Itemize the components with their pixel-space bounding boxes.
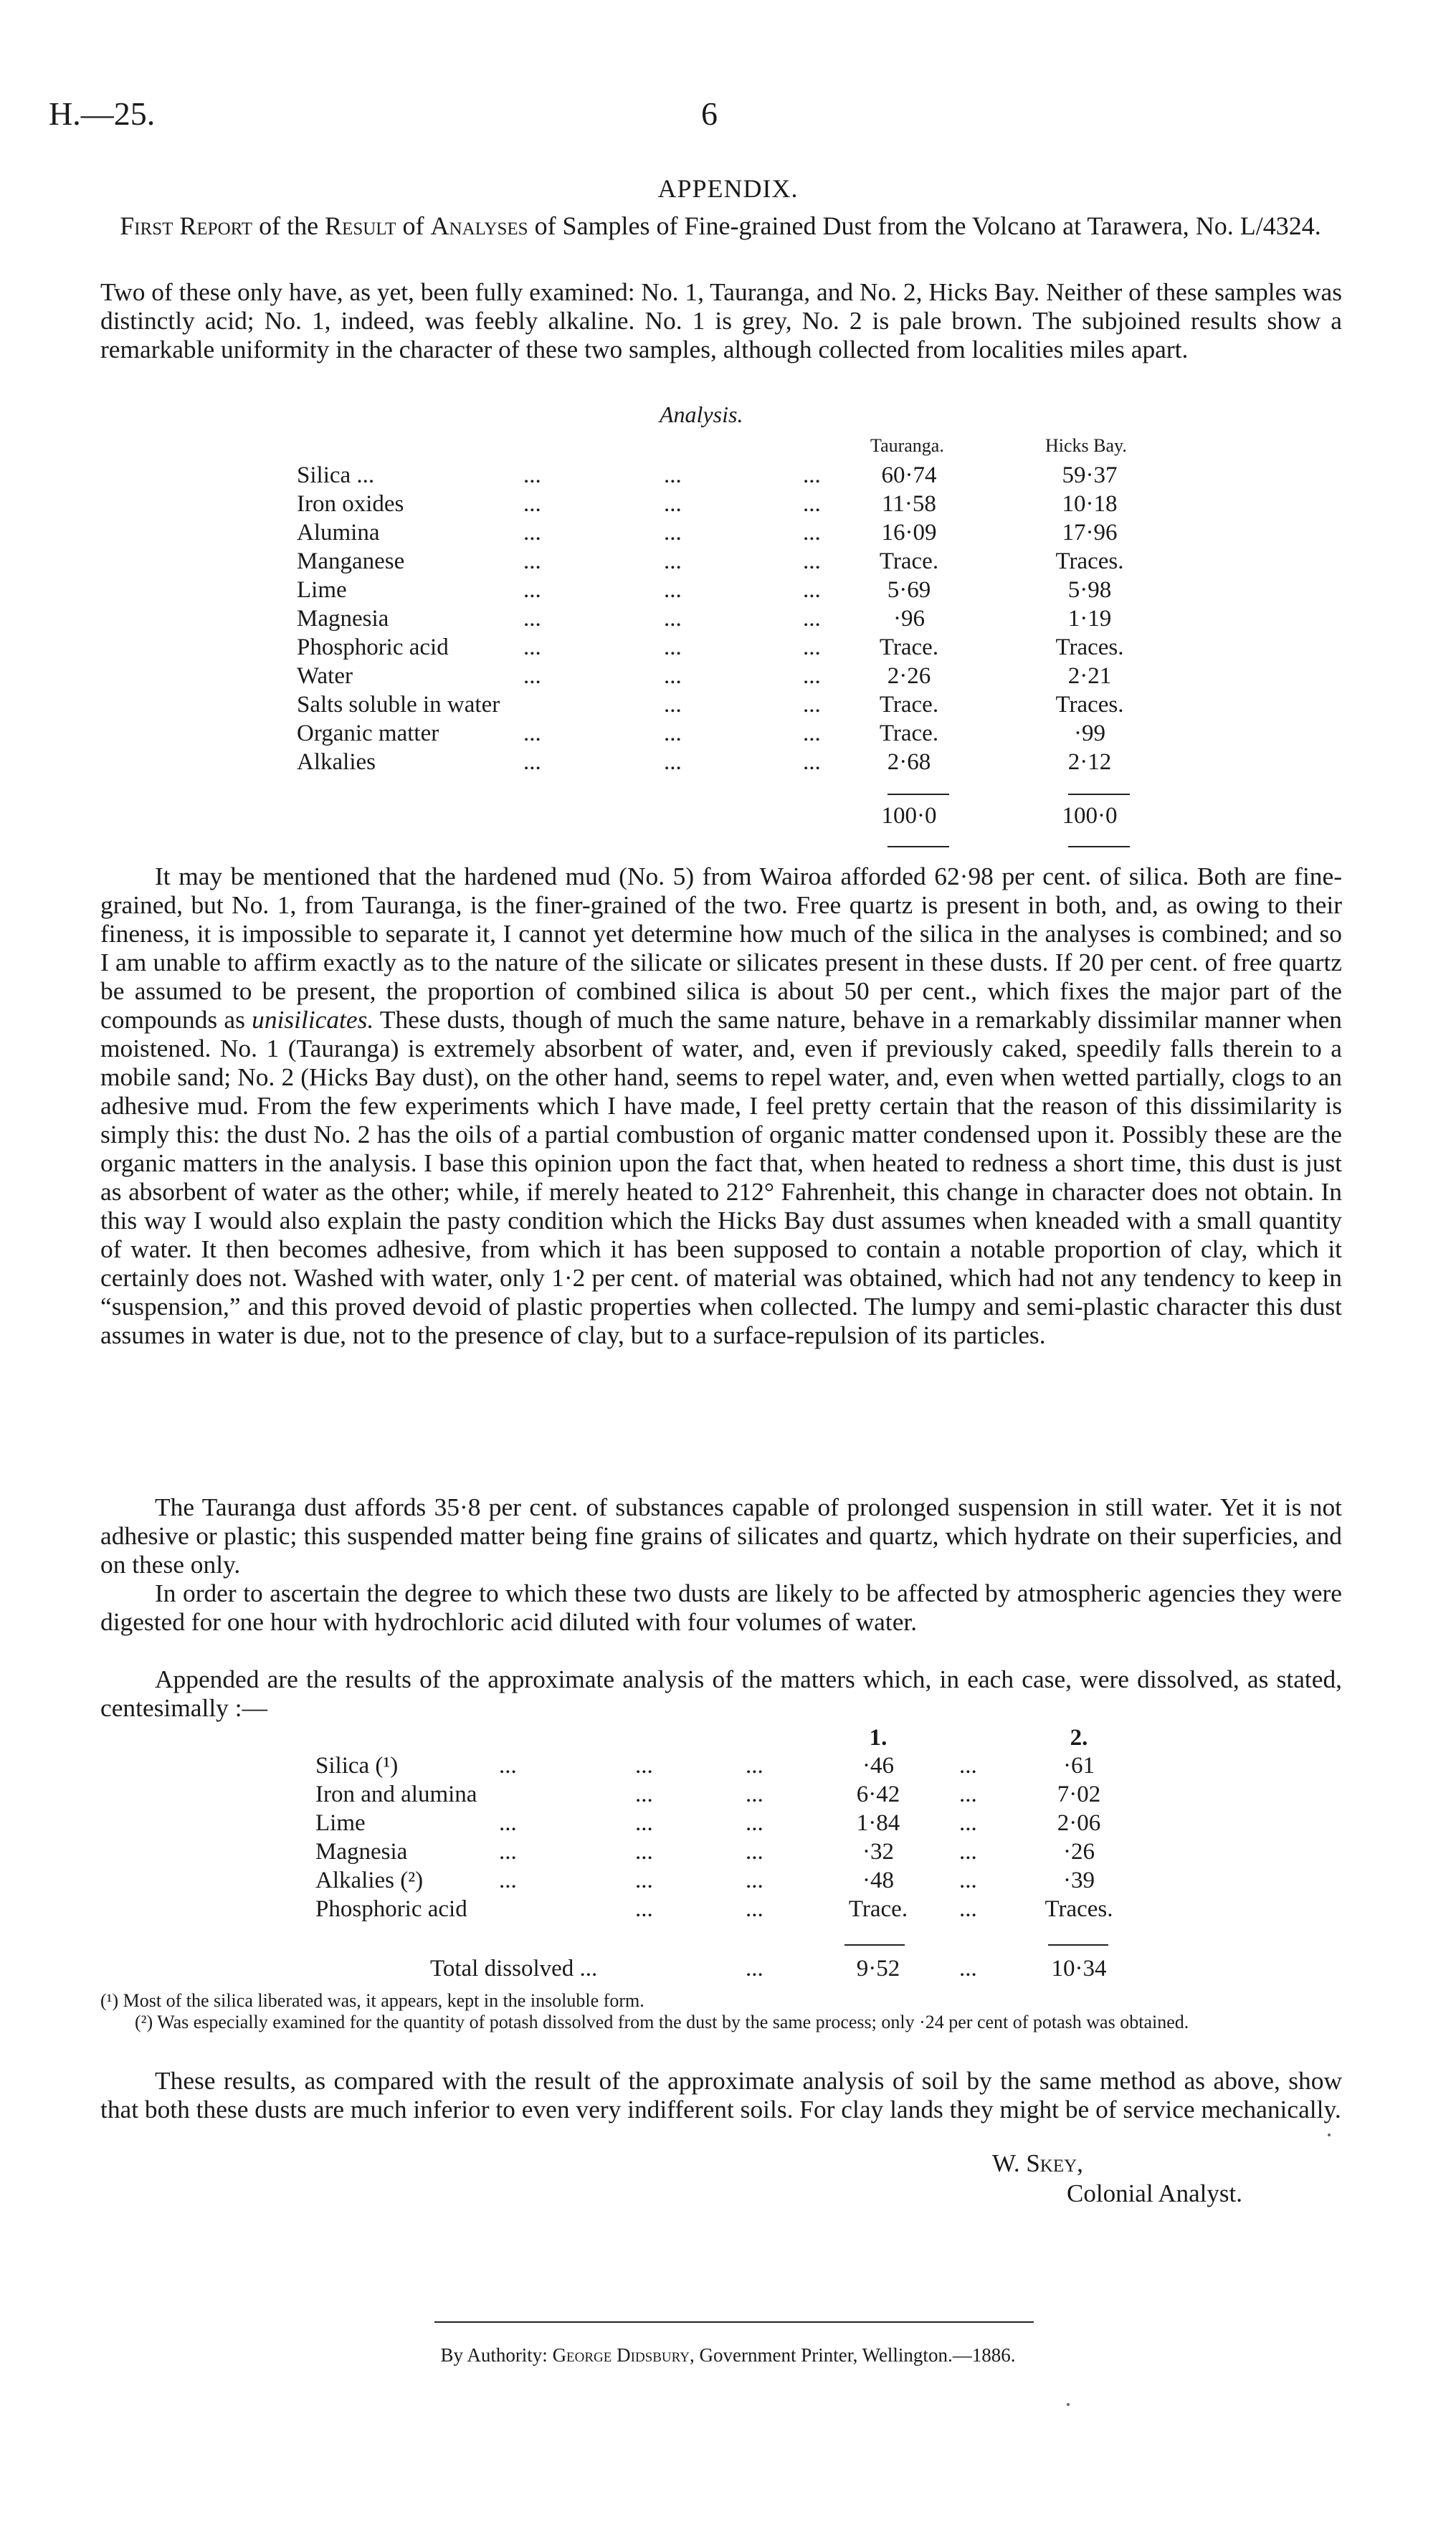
- report-title-word: Result: [325, 211, 396, 240]
- table-row: Alkalies (²) ... ... ... ·48 ... ·39: [315, 1868, 1219, 1896]
- hicks-bay-value: 59·37: [1062, 462, 1118, 488]
- tauranga-value: Trace.: [879, 548, 939, 574]
- hicks-bay-value: Traces.: [1055, 634, 1124, 660]
- row-label: Silica (¹): [315, 1753, 399, 1779]
- sample-1-value: ·48: [862, 1868, 894, 1893]
- tauranga-value: 2·26: [887, 663, 931, 689]
- col-sample-2: 2.: [1070, 1725, 1088, 1751]
- sample-2-value: 7·02: [1057, 1782, 1101, 1807]
- tauranga-value: 60·74: [881, 462, 937, 488]
- mud-text-a: It may be mentioned that the hardened mud (No. 5) from Wairoa afforded 62·98 per cent. of silica. Both are fine-grained, but No. 1, from Tauranga, is the finer-grained of the two. Free quartz is present in both, and, as owing to their fineness, it is impossible to separate it, I cannot yet determine how much of the silica in the analyses is combined; and so I am unable to affirm exactly as to the nature of the silicate or silicates present in these dusts. If 20 per cent. of free quartz be assumed to be present, the proportion of combined silica is about 50 per cent., which fixes the major part of the compounds as: [100, 862, 1342, 1034]
- tauranga-value: Trace.: [879, 720, 939, 746]
- intro-paragraph: Two of these only have, as yet, been fully examined: No. 1, Tauranga, and No. 2, Hicks Bay. Neither of these samples was distinctly acid; No. 1, indeed, was feebly alkaline. No. 1 is grey, No. 2 is pale brown. The subjoined results show a remarkable uniformity in the character of these two samples, although collected from localities miles apart.: [100, 277, 1342, 363]
- suspension-paragraph: The Tauranga dust affords 35·8 per cent. of substances capable of prolonged suspension in still water. Yet it is not adhesive or plastic; this suspended matter being fine grains of silicates and quartz, which hydrate on their superficies, and on these only.: [100, 1493, 1342, 1579]
- sample-1-value: ·32: [862, 1839, 894, 1865]
- table-row: Organic matter ... ... ... Trace. ·99: [297, 720, 1193, 749]
- row-label: Magnesia: [297, 606, 389, 632]
- row-label: Magnesia: [315, 1839, 408, 1865]
- imprint: [0, 2344, 1456, 2367]
- hicks-bay-value: Traces.: [1055, 548, 1124, 574]
- table-row: Phosphoric acid ... ... Trace. ... Traces.: [315, 1896, 1219, 1925]
- sample-2-value: 2·06: [1057, 1810, 1101, 1836]
- table-row: Phosphoric acid ... ... ... Trace. Traces.: [297, 634, 1193, 663]
- footnote-2: (²) Was especially examined for the quantity of potash dissolved from the dust by the same process; only ·24 per cent of potash was obtained.: [135, 2012, 1189, 2032]
- sample-1-value: ·46: [862, 1753, 894, 1779]
- row-label: Alkalies: [297, 749, 376, 775]
- hicks-bay-value: 10·18: [1062, 491, 1118, 517]
- col-tauranga: Tauranga.: [870, 435, 944, 456]
- report-title-word: of: [402, 211, 424, 240]
- sample-2-value: ·61: [1063, 1753, 1095, 1779]
- tauranga-value: 11·58: [882, 491, 936, 517]
- table-row: Silica (¹) ... ... ... ·46 ... ·61: [315, 1753, 1219, 1782]
- tauranga-value: 5·69: [887, 577, 931, 603]
- tauranga-total: 100·0: [881, 803, 937, 829]
- row-label: Silica ...: [297, 462, 375, 488]
- sample-2-value: ·39: [1063, 1868, 1095, 1893]
- hicks-bay-total: 100·0: [1062, 803, 1118, 829]
- table-rule: [888, 846, 949, 847]
- total-label: Total dissolved ...: [430, 1956, 598, 1982]
- tauranga-value: 16·09: [881, 520, 937, 546]
- row-label: Iron oxides: [297, 491, 404, 517]
- imprint-printer: George Didsbury,: [552, 2344, 695, 2366]
- row-label: Phosphoric acid: [297, 634, 449, 660]
- imprint-prefix: By Authority:: [440, 2344, 548, 2366]
- table-row: Iron and alumina ... ... 6·42 ... 7·02: [315, 1782, 1219, 1810]
- analysis-header-row: [297, 435, 1193, 464]
- mud-emphasis: unisilicates.: [252, 1005, 374, 1034]
- table-row: Magnesia ... ... ... ·96 1·19: [297, 606, 1193, 634]
- row-label: Organic matter: [297, 720, 439, 746]
- dissolved-total-row: Total dissolved ... ... 9·52 ... 10·34: [315, 1956, 1219, 1984]
- specks: [1067, 2403, 1070, 2406]
- page-number: 6: [701, 95, 718, 132]
- report-title: [100, 209, 1341, 242]
- col-hicks-bay: Hicks Bay.: [1045, 435, 1127, 456]
- col-sample-1: 1.: [869, 1725, 888, 1751]
- row-label: Phosphoric acid: [315, 1896, 467, 1922]
- analysis-total-row: [297, 803, 1193, 832]
- table-row: Lime ... ... ... 5·69 5·98: [297, 577, 1193, 606]
- sample-1-value: 1·84: [856, 1810, 900, 1836]
- sample-2-value: ·26: [1063, 1839, 1095, 1865]
- row-label: Iron and alumina: [315, 1782, 477, 1807]
- row-label: Salts soluble in water: [297, 692, 500, 718]
- hicks-bay-value: Traces.: [1055, 692, 1124, 718]
- report-title-word: Report: [179, 211, 253, 240]
- table-row: Magnesia ... ... ... ·32 ... ·26: [315, 1839, 1219, 1868]
- report-title-word: of the: [259, 211, 319, 240]
- table-rule: [1048, 1944, 1108, 1946]
- table-row: Manganese ... ... ... Trace. Traces.: [297, 548, 1193, 577]
- table-rule: [888, 794, 949, 795]
- row-label: Alumina: [297, 520, 380, 546]
- sample-1-value: Trace.: [848, 1896, 908, 1922]
- sample-1-value: 6·42: [856, 1782, 900, 1807]
- hicks-bay-value: 17·96: [1062, 520, 1118, 546]
- table-rule: [1068, 846, 1130, 847]
- analysis-heading: Analysis.: [660, 401, 743, 427]
- footnote-1: (¹) Most of the silica liberated was, it appears, kept in the insoluble form.: [100, 1990, 644, 2011]
- imprint-suffix: Government Printer, Wellington.—1886.: [699, 2344, 1016, 2366]
- report-title-word: Analyses: [430, 211, 528, 240]
- tauranga-value: Trace.: [879, 634, 939, 660]
- sample-2-total: 10·34: [1051, 1956, 1107, 1982]
- signature-name: W. Skey,: [992, 2149, 1083, 2177]
- table-row: Alkalies ... ... ... 2·68 2·12: [297, 749, 1193, 778]
- mud-paragraph: [100, 862, 1342, 1349]
- table-rule: [844, 1944, 905, 1946]
- tauranga-value: Trace.: [879, 692, 939, 718]
- hicks-bay-value: 5·98: [1067, 577, 1112, 603]
- row-label: Alkalies (²): [315, 1868, 424, 1893]
- tauranga-value: ·96: [893, 606, 925, 632]
- appended-paragraph: Appended are the results of the approximate analysis of the matters which, in each case, were dissolved, as stated, centesimally :—: [100, 1665, 1342, 1722]
- signature-title: Colonial Analyst.: [1067, 2179, 1242, 2207]
- hicks-bay-value: 2·21: [1067, 663, 1112, 689]
- appendix-title: APPENDIX.: [657, 174, 799, 203]
- report-title-word: First: [120, 211, 173, 240]
- imprint-rule: [434, 2321, 1034, 2323]
- table-row: Iron oxides ... ... ... 11·58 10·18: [297, 491, 1193, 520]
- tauranga-value: 2·68: [887, 749, 931, 775]
- table-row: Salts soluble in water ... ... Trace. Traces.: [297, 692, 1193, 720]
- conclusion-paragraph: These results, as compared with the result of the approximate analysis of soil by the same method as above, show that both these dusts are much inferior to even very indifferent soils. For clay lands they might be of service mechanically.: [100, 2066, 1342, 2123]
- table-row: Silica ... ... ... ... 60·74 59·37: [297, 462, 1193, 491]
- sample-2-value: Traces.: [1045, 1896, 1113, 1922]
- mud-text-b: These dusts, though of much the same nature, behave in a remarkably dissimilar manner when moistened. No. 1 (Tauranga) is extremely absorbent of water, and, even if previously caked, speedily falls therein to a mobile sand; No. 2 (Hicks Bay dust), on the other hand, seems to repel water, and, even when wetted partially, clogs to an adhesive mud. From the few experiments which I have made, I feel pretty certain that the reason of this dissimilarity is simply this: the dust No. 2 has the oils of a partial combustion of organic matter condensed upon it. Possibly these are the organic matters in the analysis. I base this opinion upon the fact that, when heated to redness a short time, this dust is just as absorbent of water as the other; while, if merely heated to 212° Fahrenheit, this change in character does not obtain. In this way I would also explain the pasty condition which the Hicks Bay dust assumes when kneaded with a small quantity of water. It then becomes adhesive, from which it has been supposed to contain a notable proportion of clay, which it certainly does not. Washed with water, only 1·2 per cent. of material was obtained, which had not any tendency to keep in “suspension,” and this proved devoid of plastic properties when collected. The lumpy and semi-plastic character this dust assumes in water is due, not to the presence of clay, but to a surface-repulsion of its particles.: [100, 1005, 1342, 1349]
- header-reference: H.—25.: [49, 95, 156, 132]
- table-row: Water ... ... ... 2·26 2·21: [297, 663, 1193, 692]
- dissolved-header-row: [315, 1725, 1219, 1754]
- acid-paragraph: In order to ascertain the degree to which these two dusts are likely to be affected by atmospheric agencies they were digested for one hour with hydrochloric acid diluted with four volumes of water.: [100, 1579, 1342, 1636]
- row-label: Lime: [297, 577, 347, 603]
- hicks-bay-value: ·99: [1074, 720, 1105, 746]
- sample-1-total: 9·52: [856, 1956, 900, 1982]
- row-label: Water: [297, 663, 353, 689]
- row-label: Lime: [315, 1810, 366, 1836]
- specks: [1328, 2134, 1331, 2136]
- report-title-word: of Samples of Fine-grained Dust from the Volcano at Tarawera, No. L/4324.: [534, 211, 1321, 240]
- hicks-bay-value: 1·19: [1067, 606, 1112, 632]
- table-row: Alumina ... ... ... 16·09 17·96: [297, 520, 1193, 548]
- table-rule: [1068, 794, 1130, 795]
- hicks-bay-value: 2·12: [1067, 749, 1112, 775]
- row-label: Manganese: [297, 548, 405, 574]
- table-row: Lime ... ... ... 1·84 ... 2·06: [315, 1810, 1219, 1839]
